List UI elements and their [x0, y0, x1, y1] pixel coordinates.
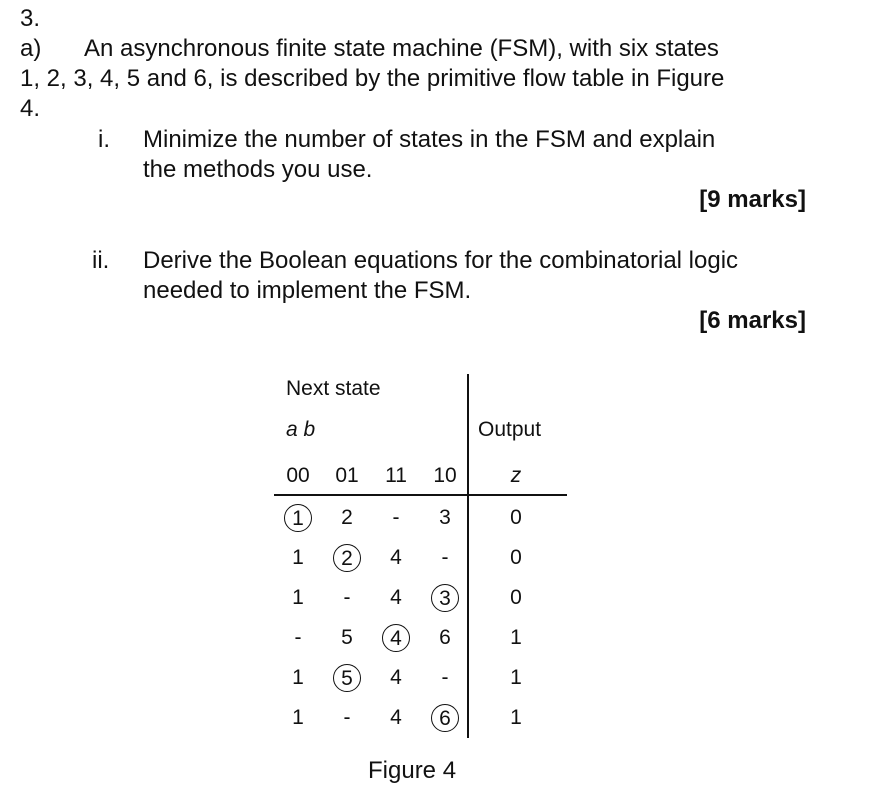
stable-state-circle: 5 [333, 664, 361, 692]
next-state-cell: 5 [341, 626, 353, 649]
part-text-line1: An asynchronous finite state machine (FSM), with six states [84, 35, 719, 62]
output-label: Output [478, 418, 542, 441]
next-state-cell: 4 [390, 546, 402, 569]
stable-state-circle: 4 [382, 624, 410, 652]
sub-ii-line2: needed to implement the FSM. [143, 277, 472, 304]
next-state-cell: - [343, 706, 351, 729]
output-cell: 0 [510, 546, 522, 569]
stable-state-circle: 2 [333, 544, 361, 572]
next-state-cell: 4 [390, 586, 402, 609]
output-cell: 0 [510, 506, 522, 529]
sub-i-label: i. [98, 126, 110, 153]
next-state-cell: 6 [439, 626, 451, 649]
output-column-header: z [510, 464, 522, 487]
next-state-cell: 1 [292, 586, 304, 609]
stable-state-cell [425, 584, 465, 613]
next-state-cell: 3 [439, 506, 451, 529]
sub-ii-line1: Derive the Boolean equations for the combinatorial logic [143, 247, 739, 274]
sub-i-marks: [9 marks] [699, 186, 806, 213]
output-cell: 1 [510, 706, 522, 729]
next-state-cell: 4 [390, 666, 402, 689]
next-state-cell: - [343, 586, 351, 609]
column-header: 11 [385, 464, 407, 487]
column-header: 01 [335, 464, 359, 487]
stable-state-circle: 3 [431, 584, 459, 612]
next-state-cell: 1 [292, 666, 304, 689]
part-text-line3: 4. [20, 95, 41, 122]
sub-i-line2: the methods you use. [143, 156, 373, 183]
column-header: 00 [286, 464, 310, 487]
next-state-cell: 4 [390, 706, 402, 729]
next-state-cell: - [441, 666, 449, 689]
next-state-cell: - [441, 546, 449, 569]
stable-state-cell [327, 544, 367, 573]
stable-state-cell [425, 704, 465, 733]
table-vertical-divider [467, 374, 469, 738]
next-state-cell: 1 [292, 546, 304, 569]
inputs-label: a b [286, 418, 316, 441]
next-state-label: Next state [286, 377, 381, 400]
output-cell: 0 [510, 586, 522, 609]
figure-caption: Figure 4 [368, 757, 457, 784]
column-header: 10 [433, 464, 457, 487]
table-header-divider [274, 494, 567, 496]
output-cell: 1 [510, 666, 522, 689]
stable-state-cell [278, 504, 318, 533]
part-text-line2: 1, 2, 3, 4, 5 and 6, is described by the primitive flow table in Figure [20, 65, 725, 92]
next-state-cell: - [294, 626, 302, 649]
stable-state-cell [327, 664, 367, 693]
sub-i-line1: Minimize the number of states in the FSM and explain [143, 126, 716, 153]
sub-ii-label: ii. [92, 247, 110, 274]
stable-state-cell [376, 624, 416, 653]
question-number: 3. [20, 5, 41, 32]
part-label: a) [20, 35, 42, 62]
next-state-cell: - [392, 506, 400, 529]
stable-state-circle: 1 [284, 504, 312, 532]
next-state-cell: 1 [292, 706, 304, 729]
next-state-cell: 2 [341, 506, 353, 529]
stable-state-circle: 6 [431, 704, 459, 732]
sub-ii-marks: [6 marks] [699, 307, 806, 334]
output-cell: 1 [510, 626, 522, 649]
